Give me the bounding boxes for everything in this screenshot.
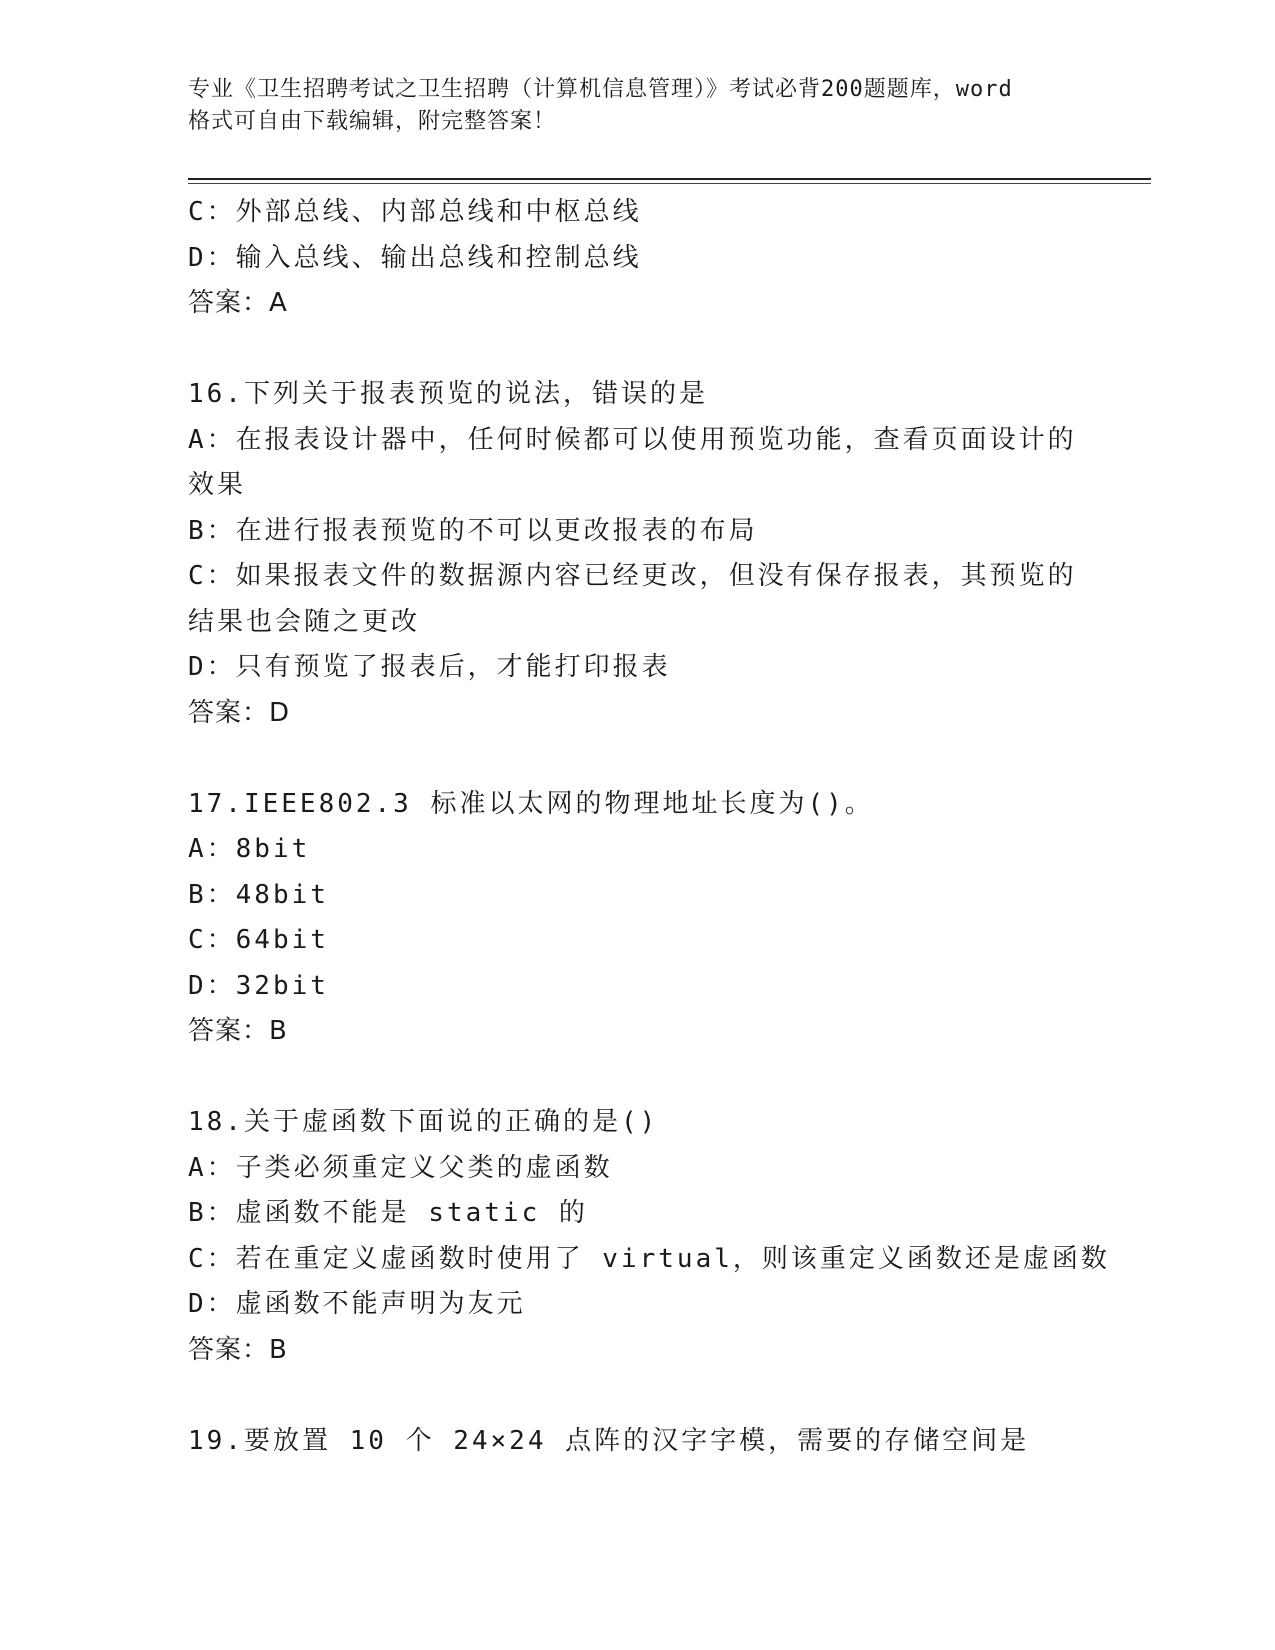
question-18 xyxy=(188,1100,1110,1373)
question-list xyxy=(188,190,1110,1464)
question-text: 16.下列关于报表预览的说法，错误的是 xyxy=(188,379,708,409)
option-c: C：外部总线、内部总线和中枢总线 xyxy=(188,197,642,227)
answer: 答案：D xyxy=(188,697,291,728)
answer: 答案：B xyxy=(188,1016,288,1046)
option-b: B：48bit xyxy=(188,879,329,910)
option-d: D：32bit xyxy=(188,970,329,1001)
question-19 xyxy=(188,1419,1088,1465)
option-a: A：8bit xyxy=(188,834,311,864)
option-b: B：虚函数不能是 static 的 xyxy=(188,1198,588,1228)
option-b: B：在进行报表预览的不可以更改报表的布局 xyxy=(188,515,758,546)
option-c-continued: 结果也会随之更改 xyxy=(188,606,421,637)
answer: 答案：A xyxy=(188,288,288,318)
question-17 xyxy=(188,782,1088,1055)
option-a: A：子类必须重定义父类的虚函数 xyxy=(188,1152,613,1183)
header-rule-thick xyxy=(188,178,1151,180)
option-c: C：如果报表文件的数据源内容已经更改，但没有保存报表，其预览的 xyxy=(188,561,1077,591)
question-16 xyxy=(188,372,1088,736)
question-text: 17.IEEE802.3 标准以太网的物理地址长度为()。 xyxy=(188,788,874,819)
option-a: A：在报表设计器中，任何时候都可以使用预览功能，查看页面设计的 xyxy=(188,424,1077,455)
header-rule-thin xyxy=(188,183,1151,184)
option-c: C：64bit xyxy=(188,925,329,955)
header-line-2: 格式可自由下载编辑，附完整答案！ xyxy=(188,109,557,134)
header-line-1: 专业《卫生招聘考试之卫生招聘（计算机信息管理）》考试必背200题题库，word xyxy=(188,77,1013,102)
document-header xyxy=(188,74,1088,138)
option-d: D：输入总线、输出总线和控制总线 xyxy=(188,242,642,273)
option-d: D：只有预览了报表后，才能打印报表 xyxy=(188,652,671,682)
option-c: C：若在重定义虚函数时使用了 virtual，则该重定义函数还是虚函数 xyxy=(188,1243,1110,1274)
question-15 xyxy=(188,190,1088,327)
option-a-continued: 效果 xyxy=(188,470,247,500)
question-text: 18.关于虚函数下面说的正确的是() xyxy=(188,1107,659,1137)
answer: 答案：B xyxy=(188,1334,288,1365)
option-d: D：虚函数不能声明为友元 xyxy=(188,1289,526,1319)
question-text: 19.要放置 10 个 24×24 点阵的汉字字模，需要的存储空间是 xyxy=(188,1425,1030,1456)
